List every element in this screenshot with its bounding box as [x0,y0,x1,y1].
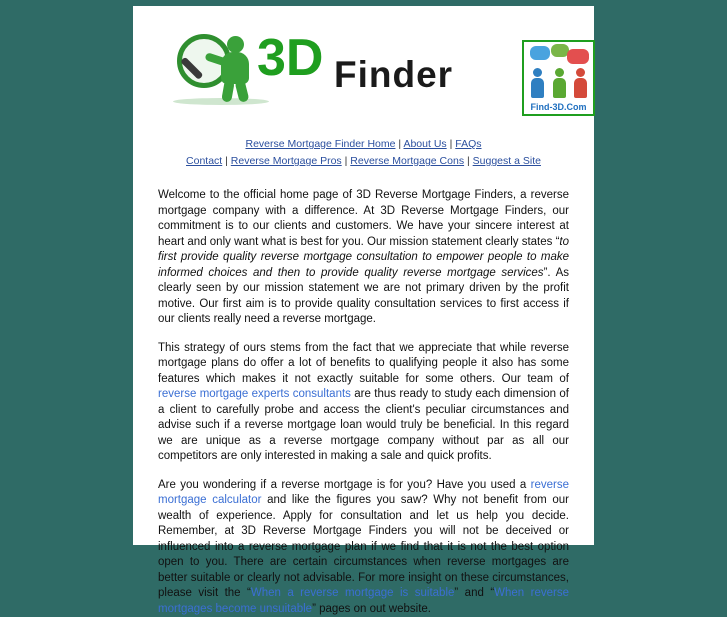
paragraph-strategy [158,341,569,465]
nav-link-home[interactable]: Reverse Mortgage Finder Home [245,138,395,150]
nav-separator: | [225,155,228,167]
nav-link-reverse-mortgage-cons[interactable]: Reverse Mortgage Cons [350,155,464,167]
paragraph-welcome-part-2: ”. As clearly seen by our mission statement we are not primary driven by the profit motive. Our first aim is to provide quality consultation services to first access if our clients really need a reverse mortgage. [158,267,569,326]
nav-link-faqs[interactable]: FAQs [455,138,481,150]
paragraph-welcome-part-1: Welcome to the official home page of 3D Reverse Mortgage Finders, a reverse mortgage company with a difference. At 3D Reverse Mortgage Finders, our commitment is to our clients and customers. We have your sincere interest at heart and only want what is best for you. Our mission statement clearly states “ [158,189,569,248]
mission-statement-quote: to first provide quality reverse mortgage consultation to empower people to make informed choices and then to provide quality reverse mortgage services [158,236,569,279]
paragraph-strategy-part-2: are thus ready to study each dimension of a client to carefully probe and access the client's peculiar circumstances and advise such if a reverse mortgage loan would truly be beneficial. In this regard we are unique as a reverse mortgage company without par as all our competitors are only interested in making a sale and quick profits. [158,388,569,462]
paragraph-wondering-part-2: and like the figures you saw? Why not benefit from our wealth of experience. Apply for consultation and let us help you decide. Remember, at 3D Reverse Mortgage Finders you will not be deceived or influenced into a reverse mortgage plan if we find that it is not the best option open to you. There are certain circumstances when reverse mortgages are better suitable or clearly not advisable. For more insight on these circumstances, please visit the “ [158,494,569,599]
site-header [133,6,594,114]
main-content [158,188,569,617]
person-body-icon [221,52,249,84]
nav-link-suggest-a-site[interactable]: Suggest a Site [473,155,541,167]
nav-separator: | [345,155,348,167]
person-blue-icon [531,68,544,98]
person-green-icon [553,68,566,98]
nav-separator: | [450,138,453,150]
paragraph-welcome [158,188,569,328]
link-when-reverse-mortgages-become-unsuitable[interactable]: When reverse mortgages become unsuitable [158,587,569,615]
paragraph-wondering-part-1: Are you wondering if a reverse mortgage is for you? Have you used a [158,479,531,491]
nav-link-about-us[interactable]: About Us [403,138,446,150]
nav-separator: | [467,155,470,167]
find-3d-badge[interactable] [522,40,595,116]
badge-label: Find-3D.Com [524,102,593,112]
logo-shadow [173,98,269,105]
link-when-a-reverse-mortgage-is-suitable[interactable]: When a reverse mortgage is suitable [251,587,455,599]
nav-link-reverse-mortgage-pros[interactable]: Reverse Mortgage Pros [231,155,342,167]
paragraph-strategy-part-1: This strategy of ours stems from the fact that we appreciate that while reverse mortgage plans do offer a lot of benefits to qualifying people it also has some features which makes it not exactly suitable for some others. Our team of [158,342,569,385]
logo-3d-text: 3D [257,28,323,88]
paragraph-wondering-part-3: ” and “ [454,587,494,599]
person-red-icon [574,68,587,98]
paragraph-wondering [158,478,569,617]
speech-bubble-blue-icon [530,46,550,60]
link-reverse-mortgage-experts-consultants[interactable]: reverse mortgage experts consultants [158,388,351,400]
logo-finder-text: Finder [334,54,453,96]
nav-row-1 [133,136,594,153]
link-reverse-mortgage-calculator[interactable]: reverse mortgage calculator [158,479,569,507]
person-head-icon [227,36,244,53]
nav-row-2 [133,153,594,170]
speech-bubble-red-icon [567,49,589,64]
nav-link-contact[interactable]: Contact [186,155,222,167]
paragraph-wondering-part-4: ” pages on out website. [312,603,431,615]
main-navigation [133,136,594,170]
page-paper [133,6,594,545]
nav-separator: | [398,138,401,150]
site-logo[interactable] [171,24,521,102]
